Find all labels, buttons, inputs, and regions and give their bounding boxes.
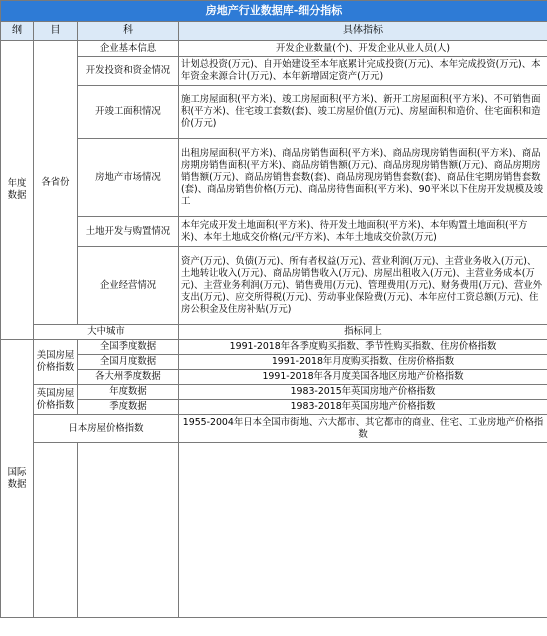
indicator-cell: 开发企业数量(个)、开发企业从业人员(人) [179,41,547,57]
group-annual: 年度数据 [1,41,34,340]
group-international: 国际数据 [1,340,34,618]
blank-cell [34,443,78,618]
indicator-cell: 1955-2004年日本全国市街地、六大都市、其它都市的商业、住宅、工业房地产价格指数 [179,415,547,443]
indicator-cell: 本年完成开发土地面积(平方米)、待开发土地面积(平方米)、本年购置土地面积(平方米)、本年土地成交价格(元/平方米)、本年土地成交价款(万元) [179,217,547,247]
subgroup-jp-hpi: 日本房屋价格指数 [34,415,179,443]
category-cell: 开发投资和资金情况 [78,57,179,86]
blank-cell [179,443,547,618]
indicator-cell: 1983-2015年英国房地产价格指数 [179,385,547,400]
indicator-cell: 出租房屋面积(平方米)、商品房销售面积(平方米)、商品房现房销售面积(平方米)、商品房期房销售面积(平方米)、商品房销售额(万元)、商品房现房销售额(万元)、商品房期房销售额(万元)、商品房销售套数(套)、商品房现房销售套数(套)、商品住宅期房销售套数(套)、商品房销售价格(万元)、商品房待售面积(平方米)、90平米以下住房开发规模及竣工 [179,139,547,217]
category-cell: 土地开发与购置情况 [78,217,179,247]
category-cell: 企业经营情况 [78,247,179,325]
header-ke: 科 [78,22,179,41]
subgroup-provinces: 各省份 [34,41,78,325]
subgroup-us-hpi: 美国房屋价格指数 [34,340,78,385]
header-mu: 目 [34,22,78,41]
indicator-cell: 资产(万元)、负债(万元)、所有者权益(万元)、营业利润(万元)、主营业务收入(万元)、土地转让收入(万元)、商品房销售收入(万元)、房屋出租收入(万元)、主营业务成本(万元)、主营业务利润(万元)、销售费用(万元)、管理费用(万元)、财务费用(万元)、营业外支出(万元)、应交所得税(万元)、劳动事业保险费(万元)、本年应付工资总额(万元)、住房公积金及住房补贴(万元) [179,247,547,325]
indicator-cell: 施工房屋面积(平方米)、竣工房屋面积(平方米)、新开工房屋面积(平方米)、不可销售面积(平方米)、住宅竣工套数(套)、竣工房屋价值(万元)、房屋面积和造价、住宅面积和造价(万元) [179,86,547,139]
indicator-cell: 1983-2018年英国房地产价格指数 [179,400,547,415]
subgroup-uk-hpi: 英国房屋价格指数 [34,385,78,415]
header-detail: 具体指标 [179,22,547,41]
category-cell: 各大州季度数据 [78,370,179,385]
indicator-cell: 计划总投资(万元)、自开始建设至本年底累计完成投资(万元)、本年完成投资(万元)、本年资金来源合计(万元)、本年新增固定资产(万元) [179,57,547,86]
indicator-cell: 指标同上 [179,325,547,340]
indicator-cell: 1991-2018年各月度美国各地区房地产价格指数 [179,370,547,385]
indicator-cell: 1991-2018年月度购买指数、住房价格指数 [179,355,547,370]
big-city-label: 大中城市 [34,325,179,340]
indicator-cell: 1991-2018年各季度购买指数、季节性购买指数、住房价格指数 [179,340,547,355]
table-title: 房地产行业数据库-细分指标 [1,1,547,22]
blank-cell [78,443,179,618]
header-gang: 纲 [1,22,34,41]
category-cell: 年度数据 [78,385,179,400]
category-cell: 企业基本信息 [78,41,179,57]
category-cell: 全国季度数据 [78,340,179,355]
category-cell: 房地产市场情况 [78,139,179,217]
category-cell: 季度数据 [78,400,179,415]
category-cell: 开竣工面积情况 [78,86,179,139]
category-cell: 全国月度数据 [78,355,179,370]
